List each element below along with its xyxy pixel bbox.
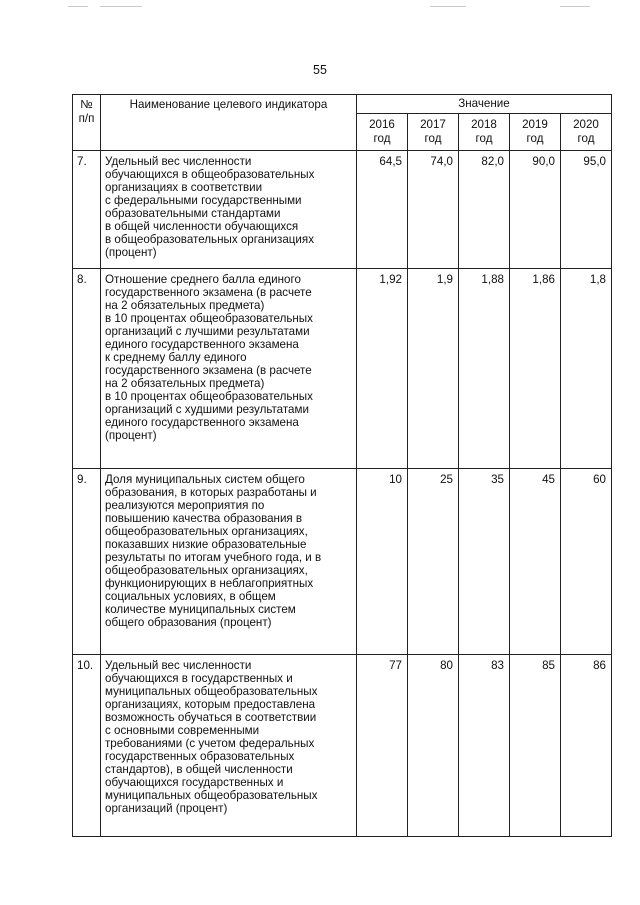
scan-artifact [430,6,466,7]
page-number: 55 [313,63,327,77]
value-2016: 10 [357,469,408,655]
header-indicator-name: Наименование целевого индикатора [101,95,357,151]
value-2018: 83 [459,655,510,837]
header-year-2018: 2018 год [459,114,510,151]
header-year-2016: 2016 год [357,114,408,151]
value-2019: 45 [510,469,561,655]
value-2019: 90,0 [510,151,561,269]
indicator-name: Удельный вес численности обучающихся в государственных и муниципальных общеобразовательных организациях, которым предоставлена возможность обучаться в соответствии с основными современными требованиями (с учетом федеральных государственных образовательных стандартов), в общей численности обучающихся государственных и муниципальных общеобразовательных организаций (процент) [101,655,357,837]
table-row [73,151,612,269]
header-value: Значение [357,95,612,114]
header-number: № п/п [73,95,101,151]
value-2019: 85 [510,655,561,837]
indicator-name: Доля муниципальных систем общего образования, в которых разработаны и реализуются мероприятия по повышению качества образования в общеобразовательных организациях, показавших низкие образовательные результаты по итогам учебного года, и в общеобразовательных организациях, функционирующих в неблагоприятных социальных условиях, в общем количестве муниципальных систем общего образования (процент) [101,469,357,655]
value-2018: 35 [459,469,510,655]
value-2017: 80 [408,655,459,837]
header-year-2019: 2019 год [510,114,561,151]
value-2016: 64,5 [357,151,408,269]
value-2017: 74,0 [408,151,459,269]
row-number: 7. [73,151,101,269]
value-2017: 25 [408,469,459,655]
value-2018: 82,0 [459,151,510,269]
row-number: 8. [73,269,101,469]
value-2019: 1,86 [510,269,561,469]
header-year-2020: 2020 год [561,114,612,151]
scan-artifact [68,6,88,7]
row-number: 10. [73,655,101,837]
value-2020: 86 [561,655,612,837]
table-row [73,655,612,837]
row-number: 9. [73,469,101,655]
value-2020: 1,8 [561,269,612,469]
table-row [73,269,612,469]
value-2017: 1,9 [408,269,459,469]
indicator-name: Удельный вес численности обучающихся в общеобразовательных организациях в соответствии с федеральными государственными образовательными стандартами в общей численности обучающихся в общеобразовательных организациях (процент) [101,151,357,269]
scan-artifact [100,6,142,7]
value-2018: 1,88 [459,269,510,469]
value-2016: 77 [357,655,408,837]
value-2020: 60 [561,469,612,655]
indicators-table [72,94,612,837]
header-year-2017: 2017 год [408,114,459,151]
table-header-row [73,95,612,114]
scan-artifact [560,6,590,7]
value-2016: 1,92 [357,269,408,469]
value-2020: 95,0 [561,151,612,269]
table-row [73,469,612,655]
indicator-name: Отношение среднего балла единого государственного экзамена (в расчете на 2 обязательных предмета) в 10 процентах общеобразовательных организаций с лучшими результатами единого государственного экзамена к среднему баллу единого государственного экзамена (в расчете на 2 обязательных предмета) в 10 процентах общеобразовательных организаций с худшими результатами единого государственного экзамена (процент) [101,269,357,469]
